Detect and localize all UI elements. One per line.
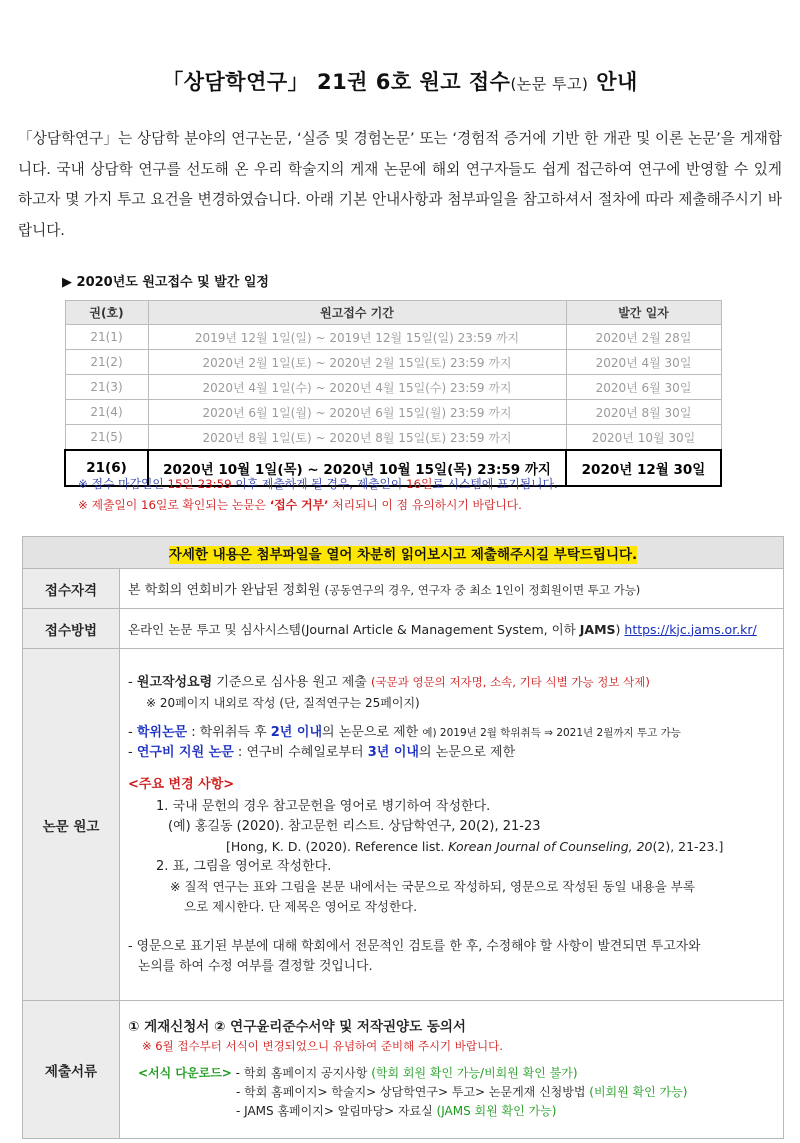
col-period: 원고접수 기간 <box>148 301 566 325</box>
changes-heading: <주요 변경 사항> <box>128 777 235 792</box>
schedule-row <box>65 425 721 451</box>
date-cell: 2020년 2월 28일 <box>566 325 721 350</box>
download-line-1: <서식 다운로드> - 학회 홈페이지 공지사항 (학회 회원 확인 가능/비회원 확인 불가) <box>138 1066 578 1080</box>
manuscript-label: 논문 원고 <box>23 649 120 1001</box>
intro-paragraph: 「상담학연구」는 상담학 분야의 연구논문, ‘실증 및 경험논문’ 또는 ‘경험적 증거에 기반 한 개관 및 이론 논문’을 게재합니다. 국내 상담학 연구를 선도해 온 우리 학술지의 게재 논문에 해외 연구자들도 쉽게 접근하여 연구에 반영할 수 있게 하고자 몇 가지 투고 요건을 변경하였습니다. 아래 기본 안내사항과 첨부파일을 참고하셔서 절차에 따라 제출해주시기 바랍니다. <box>18 130 782 239</box>
schedule-table <box>64 300 722 487</box>
col-issue: 권(호) <box>65 301 148 325</box>
issue-cell: 21(4) <box>65 400 148 425</box>
issue-cell: 21(6) <box>65 450 148 486</box>
schedule-row <box>65 325 721 350</box>
review-note-cont: 논의를 하여 수정 여부를 결정할 것입니다. <box>138 959 373 974</box>
form-change-note: ※ 6월 접수부터 서식이 변경되었으니 유념하여 준비해 주시기 바랍니다. <box>142 1039 503 1053</box>
grant-paper-rule: - 연구비 지원 논문 : 연구비 수혜일로부터 3년 이내의 논문으로 제한 <box>128 745 516 760</box>
date-cell: 2020년 10월 30일 <box>566 425 721 451</box>
schedule-notes <box>78 474 558 516</box>
page-title: 「상담학연구」 21권 6호 원고 접수(논문 투고) 안내 <box>162 70 638 94</box>
schedule-row <box>65 400 721 425</box>
col-date: 발간 일자 <box>566 301 721 325</box>
manuscript-row <box>23 649 784 1001</box>
change-2: 2. 표, 그림을 영어로 작성한다. <box>156 859 332 874</box>
download-line-2: - 학회 홈페이지> 학술지> 상담학연구> 투고> 논문게재 신청방법 (비회원 확인 가능) <box>236 1085 688 1099</box>
method-row <box>23 609 784 649</box>
schedule-row <box>65 375 721 400</box>
date-cell: 2020년 12월 30일 <box>566 450 721 486</box>
period-cell: 2020년 8월 1일(토) ~ 2020년 8월 15일(토) 23:59 까지 <box>148 425 566 451</box>
method-label: 접수방법 <box>23 609 120 649</box>
schedule-heading: ▶ 2020년도 원고접수 및 발간 일정 <box>62 275 269 290</box>
schedule-row <box>65 350 721 375</box>
issue-cell: 21(5) <box>65 425 148 451</box>
eligibility-row <box>23 569 784 609</box>
documents-row <box>23 1001 784 1139</box>
eligibility-value: 본 학회의 연회비가 완납된 정회원 (공동연구의 경우, 연구자 중 최소 1인이 정회원이면 투고 가능) <box>120 569 784 609</box>
period-cell: 2020년 4월 1일(수) ~ 2020년 4월 15일(수) 23:59 까지 <box>148 375 566 400</box>
change-2-note-cont: 으로 제시한다. 단 제목은 영어로 작성한다. <box>184 899 418 914</box>
note-deadline: ※ 접수 마감일인 15일 23:59 이후 제출하게 될 경우, 제출일이 16일로 시스템에 표기됩니다. <box>78 477 558 491</box>
manuscript-guideline: - 원고작성요령 기준으로 심사용 원고 제출 (국문과 영문의 저자명, 소속, 기타 식별 가능 정보 삭제) <box>128 675 650 690</box>
documents-label: 제출서류 <box>23 1001 120 1139</box>
issue-cell: 21(2) <box>65 350 148 375</box>
review-note: - 영문으로 표기된 부분에 대해 학회에서 전문적인 검토를 한 후, 수정해야 할 사항이 발견되면 투고자와 <box>128 939 701 954</box>
jams-link[interactable]: https://kjc.jams.or.kr/ <box>624 621 757 637</box>
change-1: 1. 국내 문헌의 경우 참고문헌을 영어로 병기하여 작성한다. <box>156 799 491 814</box>
eligibility-label: 접수자격 <box>23 569 120 609</box>
schedule-header-row <box>65 301 721 325</box>
period-cell: 2020년 10월 1일(목) ~ 2020년 10월 15일(목) 23:59 까지 <box>148 450 566 486</box>
issue-cell: 21(1) <box>65 325 148 350</box>
required-forms: ① 게재신청서 ② 연구윤리준수서약 및 저작권양도 동의서 <box>128 1019 466 1035</box>
info-table <box>22 536 784 1139</box>
change-1-english: [Hong, K. D. (2020). Reference list. Korean Journal of Counseling, 20(2), 21-23.] <box>226 839 724 854</box>
page-limit-note: ※ 20페이지 내외로 작성 (단, 질적연구는 25페이지) <box>146 696 420 710</box>
method-value: 온라인 논문 투고 및 심사시스템(Journal Article & Management System, 이하 JAMS) https://kjc.jams.or.kr/ <box>120 609 784 649</box>
date-cell: 2020년 4월 30일 <box>566 350 721 375</box>
issue-cell: 21(3) <box>65 375 148 400</box>
degree-thesis-rule: - 학위논문 : 학위취득 후 2년 이내의 논문으로 제한 예) 2019년 2월 학위취득 ⇒ 2021년 2월까지 투고 가능 <box>128 725 681 740</box>
period-cell: 2020년 2월 1일(토) ~ 2020년 2월 15일(토) 23:59 까지 <box>148 350 566 375</box>
period-cell: 2020년 6월 1일(월) ~ 2020년 6월 15일(월) 23:59 까지 <box>148 400 566 425</box>
manuscript-value <box>120 649 784 1001</box>
download-line-3: - JAMS 홈페이지> 알림마당> 자료실 (JAMS 회원 확인 가능) <box>236 1104 557 1118</box>
change-2-note: ※ 질적 연구는 표와 그림을 본문 내에서는 국문으로 작성하되, 영문으로 작성된 동일 내용을 부록 <box>170 879 695 894</box>
note-rejection: ※ 제출일이 16일로 확인되는 논문은 ‘접수 거부’ 처리되니 이 점 유의하시기 바랍니다. <box>78 498 522 512</box>
period-cell: 2019년 12월 1일(일) ~ 2019년 12월 15일(일) 23:59 까지 <box>148 325 566 350</box>
change-1-example: (예) 홍길동 (2020). 참고문헌 리스트. 상담학연구, 20(2), 21-23 <box>168 819 541 834</box>
info-header: 자세한 내용은 첨부파일을 열어 차분히 읽어보시고 제출해주시길 부탁드립니다. <box>23 537 784 569</box>
documents-value <box>120 1001 784 1139</box>
date-cell: 2020년 8월 30일 <box>566 400 721 425</box>
date-cell: 2020년 6월 30일 <box>566 375 721 400</box>
